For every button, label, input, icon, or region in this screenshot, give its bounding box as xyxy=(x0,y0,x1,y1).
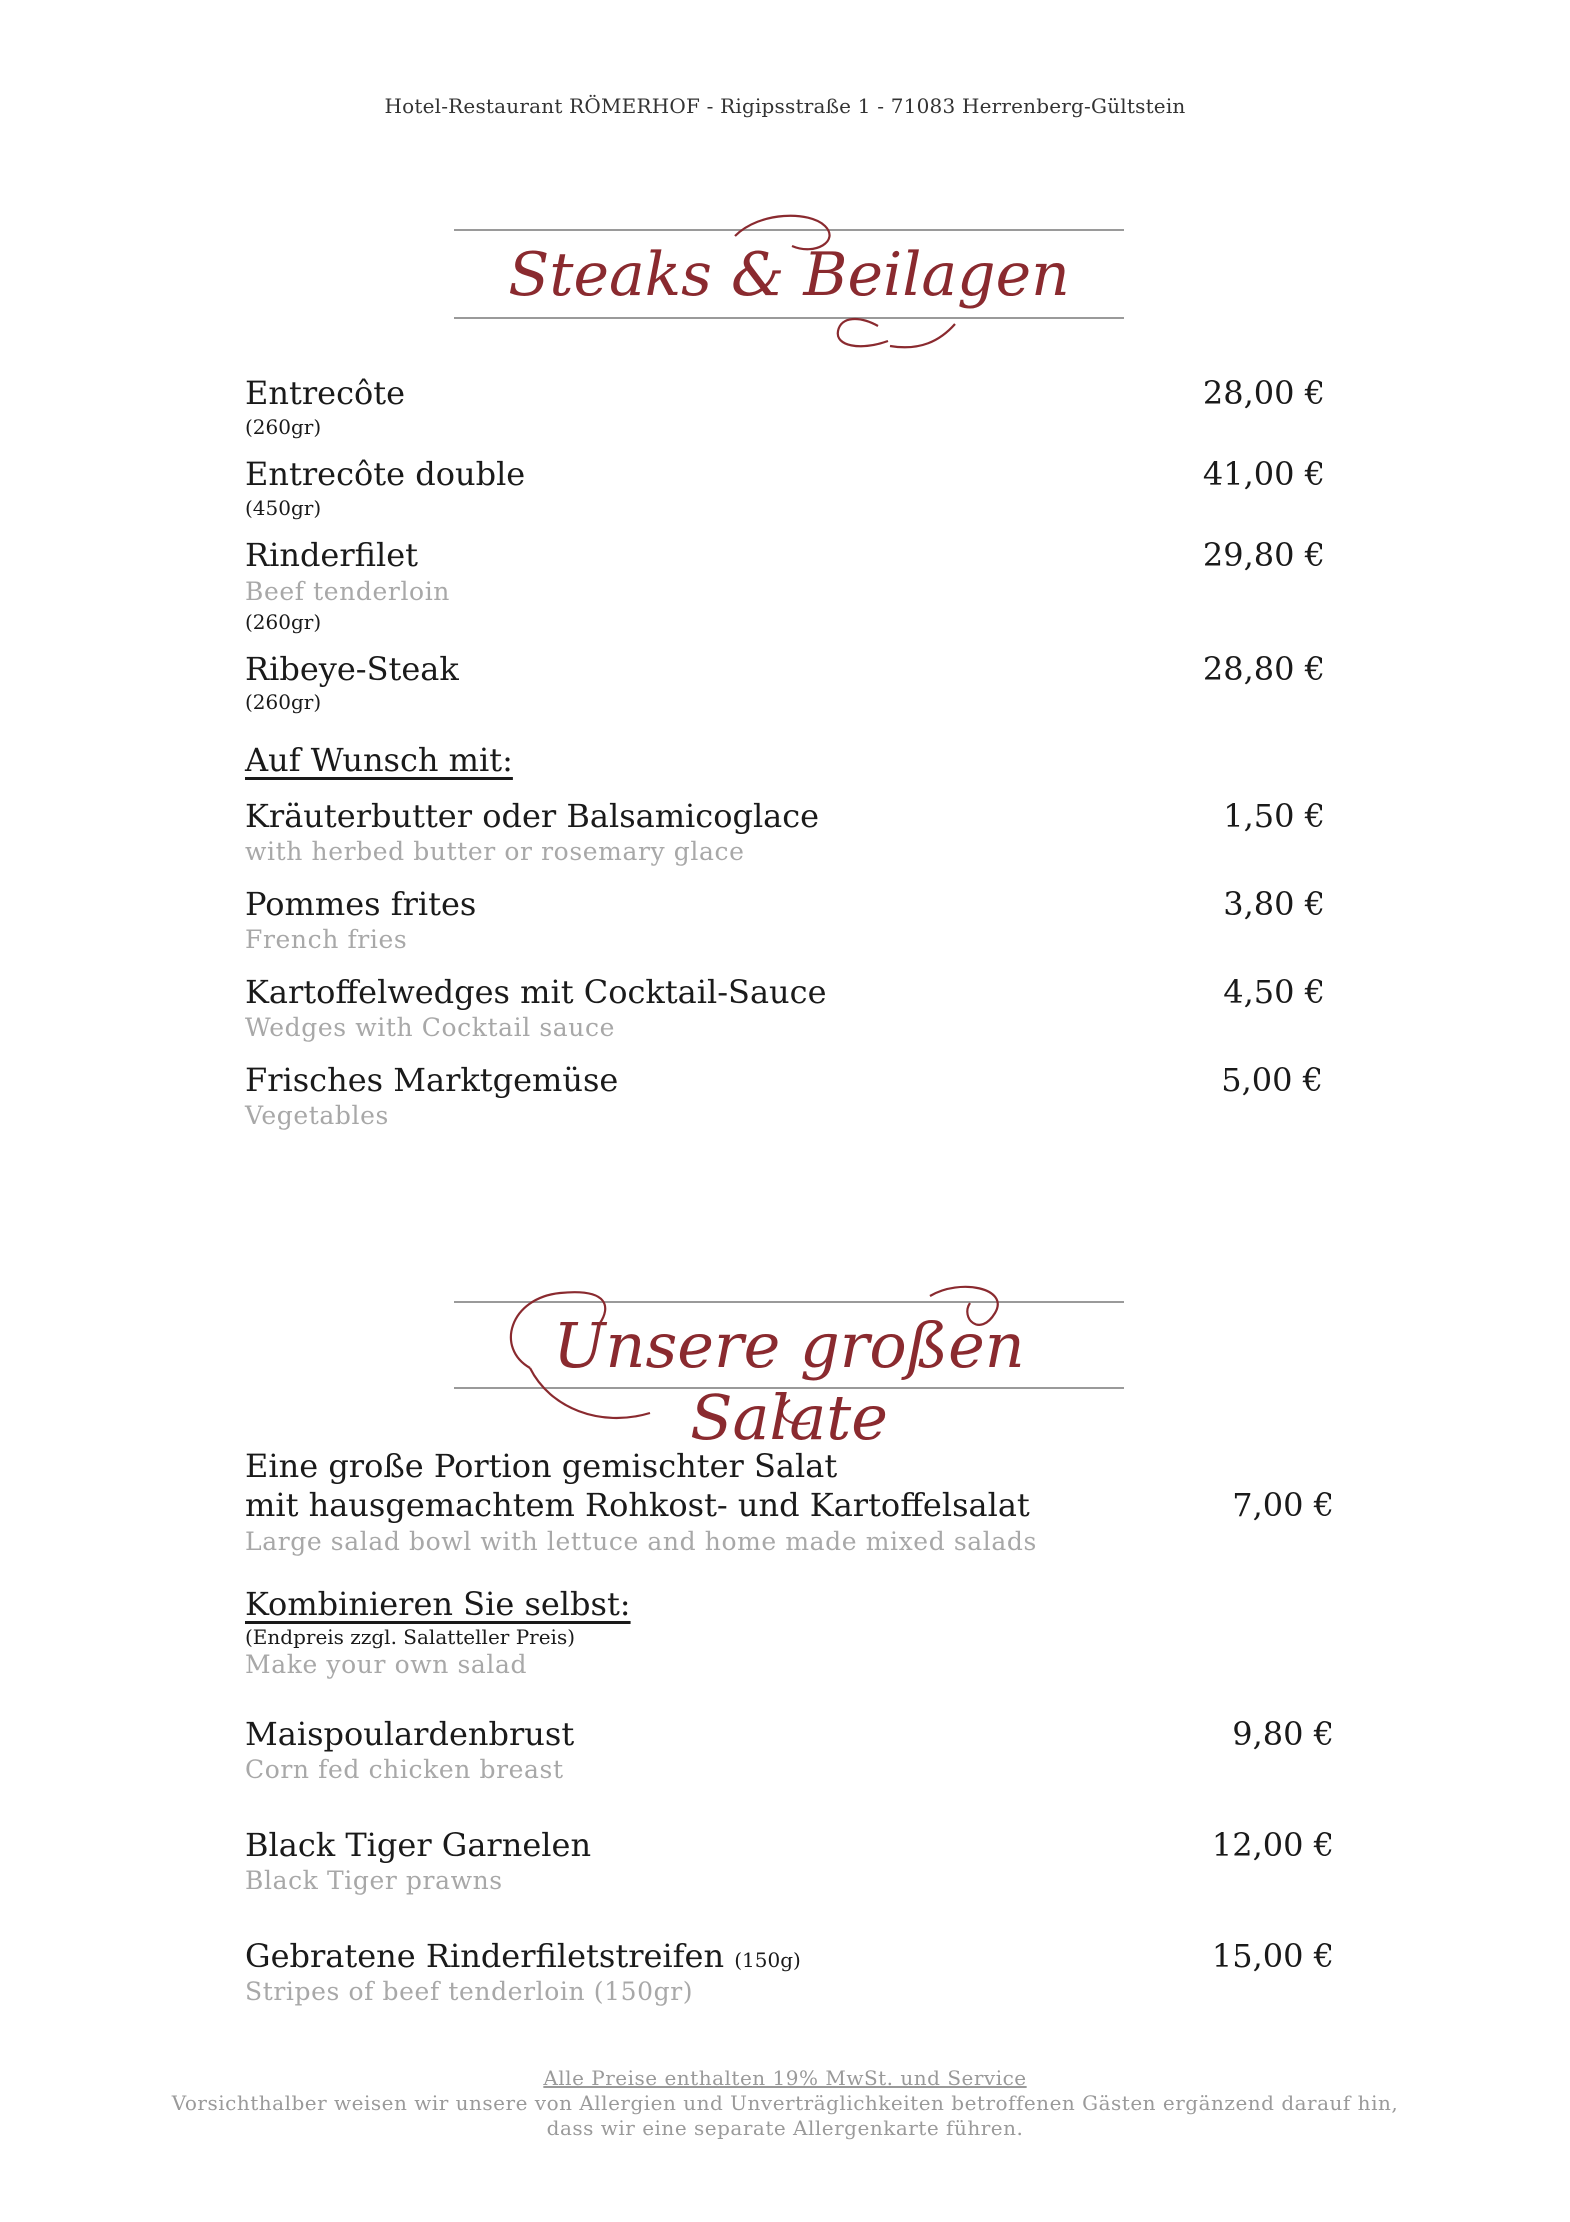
restaurant-address-header: Hotel-Restaurant RÖMERHOF - Rigipsstraße 1 - 71083 Herrenberg-Gültstein xyxy=(384,94,1186,118)
item-english: Vegetables xyxy=(245,1101,389,1130)
extras-heading: Auf Wunsch mit: xyxy=(245,741,513,779)
combine-note: (Endpreis zzgl. Salatteller Preis) xyxy=(245,1625,576,1649)
item-name: Black Tiger Garnelen xyxy=(245,1826,592,1864)
item-price: 41,00 € xyxy=(1202,455,1325,493)
item-price: 29,80 € xyxy=(1202,536,1325,574)
item-price: 15,00 € xyxy=(1211,1937,1334,1975)
item-english: with herbed butter or rosemary glace xyxy=(245,837,745,866)
item-name-line1: Eine große Portion gemischter Salat xyxy=(245,1447,838,1485)
footer-vat-note xyxy=(0,2066,1570,2090)
item-name: Ribeye-Steak xyxy=(245,650,459,688)
item-name: Kräuterbutter oder Balsamicoglace xyxy=(245,797,820,835)
item-price: 5,00 € xyxy=(1221,1061,1323,1099)
item-name-text: Gebratene Rinderfiletstreifen xyxy=(245,1937,725,1975)
item-weight: (450gr) xyxy=(245,496,322,520)
item-name xyxy=(245,1937,801,1975)
item-name: Rinderfilet xyxy=(245,536,419,574)
item-english: Beef tenderloin xyxy=(245,577,450,606)
item-english: Black Tiger prawns xyxy=(245,1866,503,1895)
item-price: 3,80 € xyxy=(1223,885,1325,923)
item-weight: (260gr) xyxy=(245,415,322,439)
item-name: Frisches Marktgemüse xyxy=(245,1061,619,1099)
item-name: Entrecôte xyxy=(245,374,406,412)
combine-heading: Kombinieren Sie selbst: xyxy=(245,1585,631,1623)
section-title-salads: Unsere großen Salate xyxy=(553,1309,1025,1454)
combine-english: Make your own salad xyxy=(245,1650,528,1679)
item-name: Entrecôte double xyxy=(245,455,526,493)
item-english: Wedges with Cocktail sauce xyxy=(245,1013,615,1042)
item-name: Maispoulardenbrust xyxy=(245,1715,575,1753)
section-title-steaks: Steaks & Beilagen xyxy=(508,240,1070,310)
footer-vat-text: Alle Preise enthalten 19% MwSt. und Service xyxy=(543,2066,1027,2090)
item-weight: (260gr) xyxy=(245,610,322,634)
item-name: Kartoffelwedges mit Cocktail-Sauce xyxy=(245,973,827,1011)
item-price: 12,00 € xyxy=(1211,1826,1334,1864)
item-price: 28,80 € xyxy=(1202,650,1325,688)
footer-allergen-note-line1: Vorsichthalber weisen wir unsere von Allergien und Unverträglichkeiten betroffenen Gästen ergänzend darauf hin, xyxy=(171,2091,1399,2115)
item-price: 7,00 € xyxy=(1232,1486,1334,1524)
item-price: 1,50 € xyxy=(1223,797,1325,835)
item-name: Pommes frites xyxy=(245,885,477,923)
item-price: 4,50 € xyxy=(1223,973,1325,1011)
footer-allergen-note-line2: dass wir eine separate Allergenkarte führen. xyxy=(546,2116,1024,2140)
item-english: French fries xyxy=(245,925,408,954)
item-english: Corn fed chicken breast xyxy=(245,1755,564,1784)
item-english: Stripes of beef tenderloin (150gr) xyxy=(245,1977,694,2006)
item-name-suffix: (150g) xyxy=(734,1948,801,1972)
item-weight: (260gr) xyxy=(245,690,322,714)
item-price: 9,80 € xyxy=(1232,1715,1334,1753)
item-price: 28,00 € xyxy=(1202,374,1325,412)
item-english: Large salad bowl with lettuce and home made mixed salads xyxy=(245,1527,1037,1556)
item-name-line2: mit hausgemachtem Rohkost- und Kartoffelsalat xyxy=(245,1486,1030,1524)
